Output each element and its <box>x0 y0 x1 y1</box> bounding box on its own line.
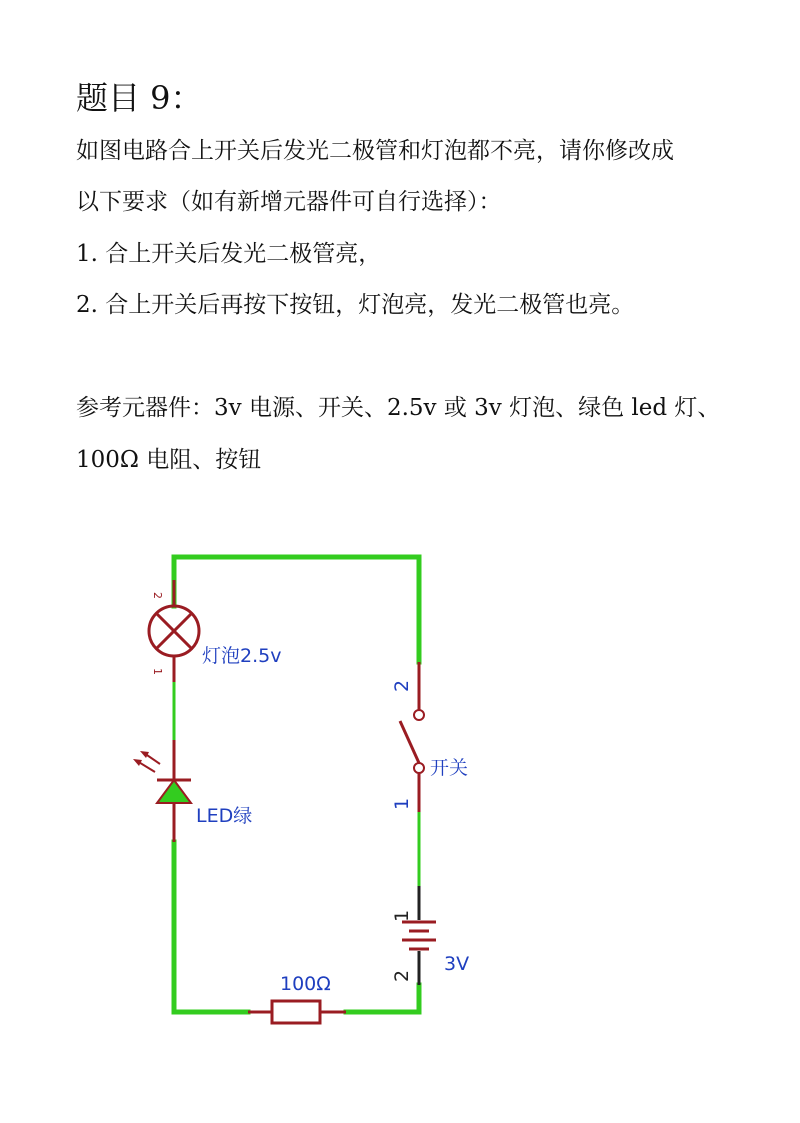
resistor-label: 100Ω <box>280 973 331 995</box>
wire-left-bottom <box>174 842 248 1012</box>
bulb-pin-bottom: 1 <box>151 668 164 675</box>
requirement-2: 2. 合上开关后再按下按钮，灯泡亮，发光二极管也亮。 <box>76 292 635 318</box>
circuit-thin-wires <box>174 679 419 886</box>
reference-line-2: 100Ω 电阻、按钮 <box>76 447 262 473</box>
battery-label: 3V <box>444 953 470 975</box>
circuit-wires <box>174 557 419 1012</box>
switch-pin-top: 2 <box>391 679 413 692</box>
battery-pin-bottom: 2 <box>391 969 413 982</box>
question-line-2: 以下要求（如有新增元器件可自行选择）： <box>76 189 502 215</box>
reference-line-1: 参考元器件：3v 电源、开关、2.5v 或 3v 灯泡、绿色 led 灯、 <box>76 395 721 421</box>
battery-pin-top: 1 <box>391 909 413 922</box>
resistor-icon <box>248 1001 346 1023</box>
bulb-pin-top: 2 <box>151 592 164 599</box>
question-line-1: 如图电路合上开关后发光二极管和灯泡都不亮，请你修改成 <box>76 138 674 164</box>
bulb-label: 灯泡2.5v <box>202 645 282 667</box>
switch-pin-bottom: 1 <box>391 797 413 810</box>
question-title: 题目 9： <box>76 79 203 117</box>
switch-label: 开关 <box>430 757 469 779</box>
requirement-1: 1. 合上开关后发光二极管亮， <box>76 241 382 267</box>
circuit-diagram <box>0 520 800 1060</box>
wire-right-bottom <box>346 985 419 1012</box>
led-icon <box>133 740 191 842</box>
led-label: LED绿 <box>196 805 253 827</box>
